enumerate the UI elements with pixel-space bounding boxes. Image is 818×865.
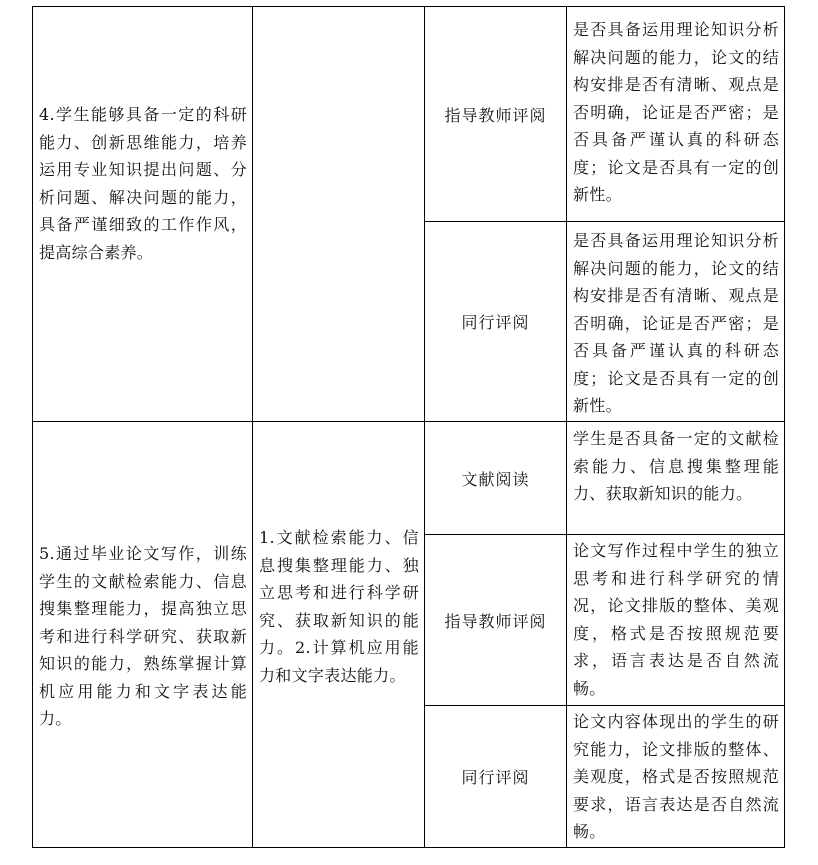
objective-cell-4 [32,6,253,422]
criteria-text: 是否具备运用理论知识分析解决问题的能力，论文的结构安排是否有清晰、观点是否明确，论证是否严密；是否具备严谨认真的科研态度；论文是否具有一定的创新性。 [573,20,779,204]
criteria-cell-5-2 [566,534,785,706]
criteria-cell-4-1 [566,6,785,222]
method-label: 文献阅读 [461,469,530,489]
method-label: 同行评阅 [461,768,530,787]
criteria-text: 论文写作过程中学生的独立思考和进行科学研究的情况，论文排版的整体、美观度，格式是否按照规范要求，语言表达是否自然流畅。 [573,541,779,698]
method-cell-5-3 [424,705,567,848]
objective-text-4: 4.学生能够具备一定的科研能力、创新思维能力，培养运用专业知识提出问题、分析问题、解决问题的能力，具备严谨细致的工作作风，提高综合素养。 [39,105,247,262]
method-label: 指导教师评阅 [444,105,547,125]
criteria-text: 论文内容体现出的学生的研究能力，论文排版的整体、美观度，格式是否按照规范要求，语言表达是否自然流畅。 [573,712,779,841]
criteria-text: 是否具备运用理论知识分析解决问题的能力，论文的结构安排是否有清晰、观点是否明确，论证是否严密；是否具备严谨认真的科研态度；论文是否具有一定的创新性。 [573,231,779,415]
criteria-text: 学生是否具备一定的文献检索能力、信息搜集整理能力、获取新知识的能力。 [573,429,779,503]
method-cell-5-1 [424,421,567,535]
assessment-table [32,6,785,848]
ability-cell-5 [252,421,425,848]
objective-cell-5 [32,421,253,848]
ability-text-5: 1.文献检索能力、信息搜集整理能力、独立思考和进行科学研究、获取新知识的能力。2.计算机应用能力和文字表达能力。 [259,528,419,685]
method-label: 同行评阅 [461,313,530,332]
method-cell-5-2 [424,534,567,706]
method-label: 指导教师评阅 [444,611,547,631]
criteria-cell-5-3 [566,705,785,848]
method-cell-4-2 [424,221,567,422]
ability-cell-4 [252,6,425,422]
objective-text-5: 5.通过毕业论文写作，训练学生的文献检索能力、信息搜集整理能力，提高独立思考和进行科学研究、获取新知识的能力，熟练掌握计算机应用能力和文字表达能力。 [39,544,247,728]
method-cell-4-1 [424,6,567,222]
criteria-cell-4-2 [566,221,785,422]
criteria-cell-5-1 [566,421,785,535]
